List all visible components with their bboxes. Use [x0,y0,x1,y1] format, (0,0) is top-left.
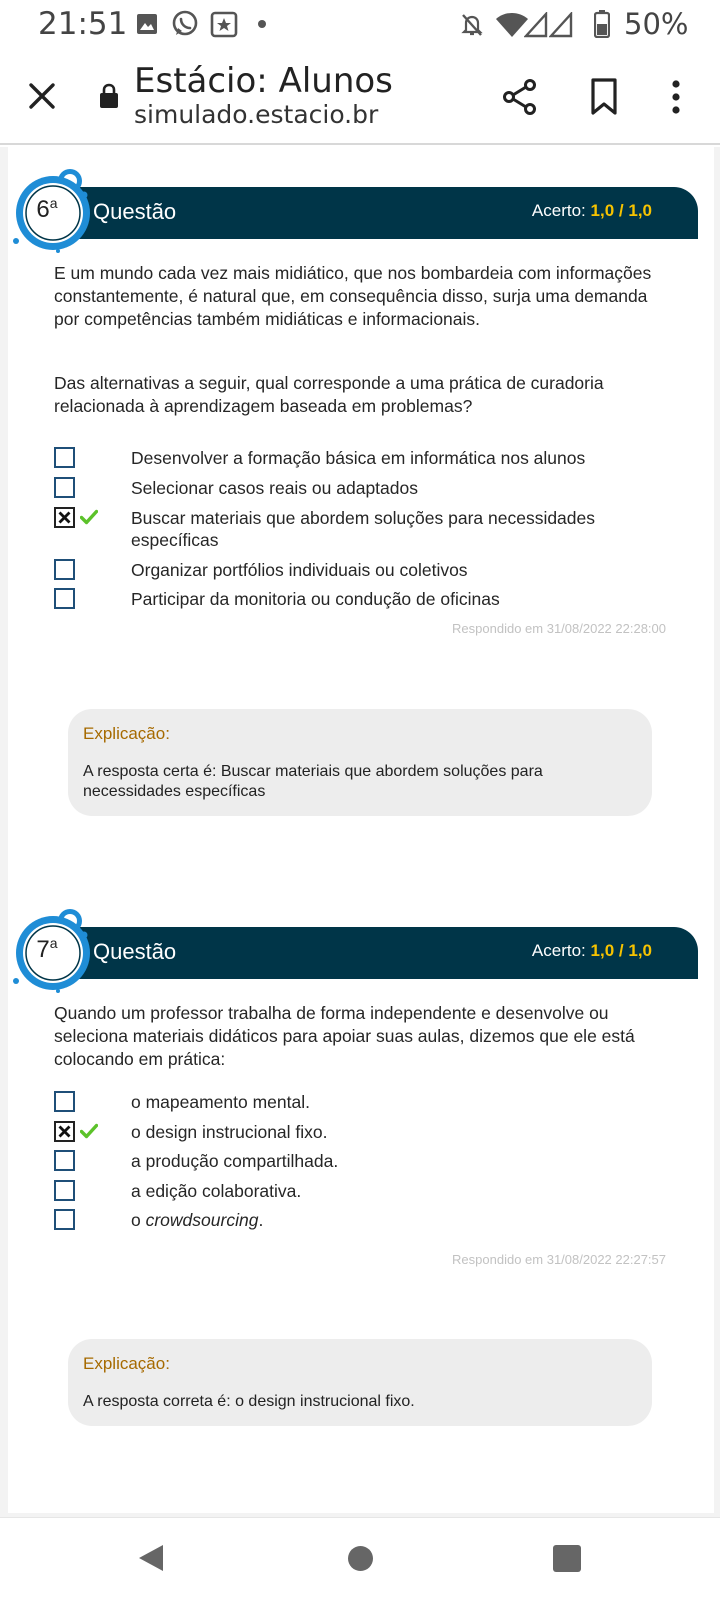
whatsapp-icon [171,10,199,38]
option-label: o design instrucional fixo. [131,1122,328,1142]
option-b[interactable] [54,477,674,507]
close-icon[interactable] [26,80,58,112]
question-score [532,941,652,961]
option-e[interactable] [54,588,674,618]
explanation-box [68,1339,652,1426]
score-separator: / [618,201,624,220]
option-label: o mapeamento mental. [131,1092,310,1112]
option-label: Desenvolver a formação básica em informática nos alunos [131,448,586,468]
lock-icon [99,83,119,109]
option-label: Buscar materiais que abordem soluções para necessidades específicas [131,508,596,550]
answered-timestamp: Respondido em 31/08/2022 22:27:57 [452,1252,666,1267]
question-text: Quando um professor trabalha de forma independente e desenvolve ou seleciona materiais didáticos para apoiar suas aulas, dizemos que ele está colocando em prática: [54,1003,635,1069]
option-d[interactable] [54,1180,674,1210]
question-text: E um mundo cada vez mais midiático, que nos bombardeia com informações constantemente, é natural que, em consequência disso, surja uma demanda por competências também midiáticas e informacionais. [54,263,652,329]
bell-off-icon [460,12,484,38]
option-a[interactable] [54,447,674,477]
option-checkbox[interactable] [54,1150,75,1171]
page-title: Estácio: Alunos [134,61,393,101]
option-checkbox[interactable] [54,588,75,609]
option-label: a produção compartilhada. [131,1151,339,1171]
score-value: 1,0 [590,941,615,960]
bookmark-icon[interactable] [590,78,618,116]
status-time: 21:51 [38,6,128,42]
score-total: 1,0 [628,201,652,220]
option-checkbox[interactable] [54,477,75,498]
back-icon[interactable] [137,1543,165,1573]
option-checkbox[interactable] [54,1180,75,1201]
page-content [0,147,720,1517]
score-separator: / [618,941,624,960]
score-value: 1,0 [590,201,615,220]
more-menu-icon[interactable] [671,80,681,114]
battery-icon [594,10,610,38]
explanation-title: Explicação: [83,1354,170,1373]
option-e[interactable] [54,1209,674,1239]
option-checkbox[interactable] [54,1209,75,1230]
exam-card [8,147,714,1513]
image-icon [136,13,158,35]
explanation-box [68,709,652,816]
option-label: Organizar portfólios individuais ou coletivos [131,560,468,580]
option-checkbox-checked[interactable] [54,1121,75,1142]
explanation-text: A resposta certa é: Buscar materiais que abordem soluções para necessidades específicas [83,763,543,800]
option-label: Participar da monitoria ou condução de oficinas [131,589,500,609]
recents-icon[interactable] [553,1545,581,1572]
option-c[interactable] [54,507,674,557]
battery-percent: 50% [624,7,689,41]
status-bar [0,0,720,50]
option-c[interactable] [54,1150,674,1180]
option-label: Selecionar casos reais ou adaptados [131,478,418,498]
signal-2-icon [549,12,573,38]
x-mark-icon [58,511,71,524]
option-checkbox[interactable] [54,559,75,580]
score-total: 1,0 [628,941,652,960]
question-title: Questão [93,199,177,224]
option-a[interactable] [54,1091,674,1121]
explanation-title: Explicação: [83,724,170,743]
correct-check-icon [80,509,98,525]
dot-icon [257,19,267,29]
correct-check-icon [80,1123,98,1139]
home-icon[interactable] [348,1546,373,1571]
option-checkbox-checked[interactable] [54,507,75,528]
option-d[interactable] [54,559,674,589]
star-app-icon [210,10,238,38]
option-label: a edição colaborativa. [131,1181,302,1201]
share-icon[interactable] [502,79,538,115]
system-navigation-bar [0,1517,720,1600]
question-number: 6$^a$ [36,195,58,223]
score-label: Acerto: [531,941,586,960]
question-prompt: Das alternativas a seguir, qual corresponde a uma prática de curadoria relacionada à aprendizagem baseada em problemas? [54,373,604,416]
question-title: Questão [93,939,177,964]
question-header-bar [40,187,698,239]
option-b[interactable] [54,1121,674,1151]
option-label: o crowdsourcing. [131,1210,264,1230]
explanation-text: A resposta correta é: o design instrucional fixo. [83,1393,415,1410]
question-header-bar [40,927,698,979]
signal-icon [524,12,548,38]
x-mark-icon [58,1125,71,1138]
question-score [532,201,652,221]
option-checkbox[interactable] [54,447,75,468]
browser-toolbar [0,50,720,145]
question-number: 7$^a$ [36,935,58,963]
option-checkbox[interactable] [54,1091,75,1112]
answered-timestamp: Respondido em 31/08/2022 22:28:00 [452,621,666,636]
url-text[interactable]: simulado.estacio.br [134,100,379,129]
score-label: Acerto: [531,201,586,220]
